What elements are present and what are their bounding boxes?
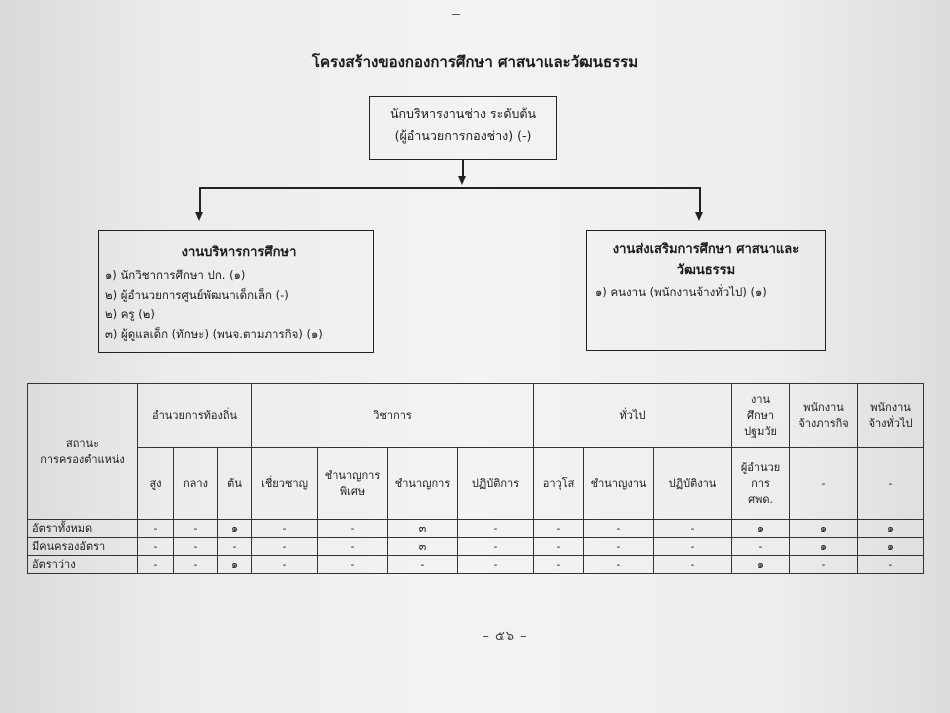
education-admin-heading: งานบริหารการศึกษา	[181, 245, 297, 260]
arrow-down-icon	[195, 212, 203, 221]
table-cell: -	[252, 538, 318, 556]
table-cell: -	[218, 538, 252, 556]
group-header-mission	[790, 384, 858, 448]
table-cell: ๑	[732, 520, 790, 538]
table-cell: ๓	[388, 520, 458, 538]
table-cell: -	[858, 556, 924, 574]
org-box-education-admin	[98, 230, 374, 353]
table-cell: ๓	[388, 538, 458, 556]
table-cell: -	[584, 520, 654, 538]
table-cell: -	[252, 520, 318, 538]
table-cell: -	[534, 538, 584, 556]
header-text: พนักงาน	[803, 400, 844, 414]
director-title: นักบริหารงานช่าง ระดับต้น	[389, 106, 537, 121]
row-label: อัตราว่าง	[28, 556, 138, 574]
table-cell: -	[732, 538, 790, 556]
header-text: งาน	[750, 392, 771, 406]
table-cell: -	[174, 556, 218, 574]
org-box-education-promotion	[586, 230, 826, 351]
row-label: มีคนครองอัตรา	[28, 538, 138, 556]
subheader-mission: -	[790, 448, 858, 520]
table-cell: -	[318, 538, 388, 556]
subheader-director	[732, 448, 790, 520]
table-cell: -	[174, 520, 218, 538]
table-cell: -	[318, 556, 388, 574]
table-cell: -	[584, 556, 654, 574]
row-label: อัตราทั้งหมด	[28, 520, 138, 538]
subheader-senior: อาวุโส	[534, 448, 584, 520]
table-cell: -	[174, 538, 218, 556]
header-text: จ้างทั่วไป	[868, 416, 913, 430]
table-cell: -	[138, 538, 174, 556]
subheader-expert: เชี่ยวชาญ	[252, 448, 318, 520]
list-item: ๒) ผู้อำนวยการศูนย์พัฒนาเด็กเล็ก (-)	[105, 287, 289, 302]
group-header-early-ed	[732, 384, 790, 448]
subheader-practitioner: ปฏิบัติการ	[458, 448, 534, 520]
corner-header	[28, 384, 138, 520]
list-item: ๑) นักวิชาการศึกษา ปก. (๑)	[105, 268, 246, 282]
table-cell: ๑	[218, 556, 252, 574]
subheader-operator: ปฏิบัติงาน	[654, 448, 732, 520]
director-subtitle: (ผู้อำนวยการกองช่าง) (-)	[394, 128, 532, 143]
subheader-low: ต้น	[218, 448, 252, 520]
table-row	[28, 556, 924, 574]
header-text: จ้างภารกิจ	[798, 416, 849, 430]
arrow-down-icon	[458, 176, 466, 185]
table-cell: -	[654, 520, 732, 538]
table-cell: -	[654, 556, 732, 574]
header-text: ผู้อำนวย	[740, 460, 781, 474]
table-row	[28, 520, 924, 538]
group-header-general-emp	[858, 384, 924, 448]
table-cell: -	[790, 556, 858, 574]
table-cell: ๑	[858, 520, 924, 538]
list-item: ๑) คนงาน (พนักงานจ้างทั่วไป) (๑)	[595, 285, 767, 299]
table-cell: -	[138, 520, 174, 538]
subheader-skilled: ชำนาญงาน	[584, 448, 654, 520]
table-cell: -	[458, 556, 534, 574]
subheader-high: สูง	[138, 448, 174, 520]
table-cell: ๑	[732, 556, 790, 574]
header-text: ศพด.	[748, 492, 773, 506]
corner-label: สถานะ	[66, 436, 99, 450]
corner-label: การครองตำแหน่ง	[40, 452, 125, 466]
table-cell: ๑	[790, 520, 858, 538]
header-text: การ	[751, 476, 770, 490]
page-number: – ๕๖ –	[482, 629, 528, 644]
education-promotion-heading-2: วัฒนธรรม	[676, 263, 736, 278]
group-header-local: อำนวยการท้องถิ่น	[138, 384, 252, 448]
header-text: ปฐมวัย	[744, 424, 777, 438]
staff-table	[27, 383, 924, 574]
education-promotion-heading-1: งานส่งเสริมการศึกษา ศาสนาและ	[612, 242, 800, 257]
subheader-mid: กลาง	[174, 448, 218, 520]
table-cell: -	[458, 538, 534, 556]
header-text: พิเศษ	[339, 484, 366, 498]
table-cell: -	[318, 520, 388, 538]
connector-line	[199, 187, 201, 213]
table-cell: -	[654, 538, 732, 556]
header-dash	[452, 14, 460, 15]
table-row	[28, 538, 924, 556]
table-cell: -	[584, 538, 654, 556]
table-cell: -	[388, 556, 458, 574]
connector-line	[699, 187, 701, 213]
list-item: ๒) ครู (๒)	[105, 307, 155, 321]
table-cell: ๑	[218, 520, 252, 538]
list-item: ๓) ผู้ดูแลเด็ก (ทักษะ) (พนจ.ตามภารกิจ) (๑)	[105, 326, 323, 341]
group-header-general: ทั่วไป	[534, 384, 732, 448]
table-cell: -	[458, 520, 534, 538]
group-header-academic: วิชาการ	[252, 384, 534, 448]
header-text: ศึกษา	[746, 408, 775, 422]
header-text: พนักงาน	[870, 400, 911, 414]
subheader-special	[318, 448, 388, 520]
arrow-down-icon	[695, 212, 703, 221]
org-box-director	[369, 96, 557, 160]
table-cell: -	[138, 556, 174, 574]
table-cell: -	[534, 556, 584, 574]
subheader-professional: ชำนาญการ	[388, 448, 458, 520]
table-cell: -	[534, 520, 584, 538]
page-title: โครงสร้างของกองการศึกษา ศาสนาและวัฒนธรรม	[311, 53, 639, 71]
table-cell: ๑	[790, 538, 858, 556]
header-text: ชำนาญการ	[324, 468, 381, 482]
table-cell: ๑	[858, 538, 924, 556]
connector-line	[199, 187, 701, 189]
subheader-general-emp: -	[858, 448, 924, 520]
table-cell: -	[252, 556, 318, 574]
